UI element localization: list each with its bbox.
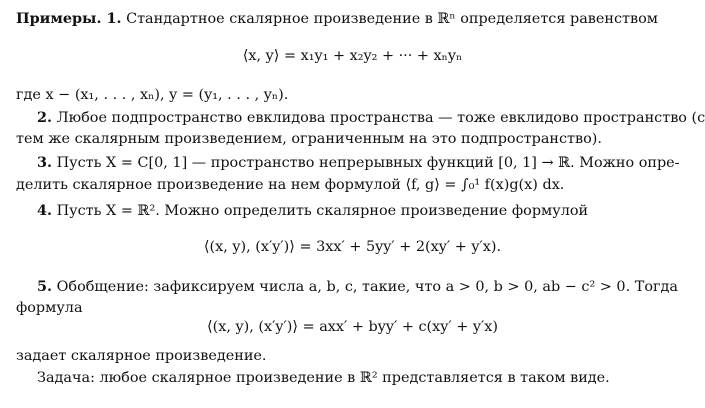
example-5-conclusion: задает скалярное произведение. [16,348,267,364]
example-3-line-1 [37,154,680,172]
example-4-text: Пусть X = ℝ². Можно определить скалярное произведение формулой [52,203,589,219]
example-5-line-1 [37,278,678,296]
example-2-text: Любое подпространство евклидова пространства — тоже евклидово пространство (с [52,110,705,126]
example-1-intro [16,10,658,28]
example-5-line-2: формула [16,300,83,316]
example-1-text: Стандартное скалярное произведение в ℝⁿ определяется равенством [121,11,658,27]
example-2-line-2: тем же скалярным произведением, ограниченным на это подпространство). [16,131,602,147]
example-4-line-1 [37,202,588,220]
example-5-text: Обобщение: зафиксируем числа a, b, c, такие, что a > 0, b > 0, ab − c² > 0. Тогда [52,279,678,295]
example-2-number: 2. [37,109,53,126]
examples-heading: Примеры. 1. [16,10,122,27]
example-4-number: 4. [37,202,53,219]
formula-standard-inner-product: ⟨x, y⟩ = x₁y₁ + x₂y₂ + ··· + xₙyₙ [242,48,463,64]
formula-example-5: ⟨(x, y), (x′y′)⟩ = axx′ + byy′ + c(xy′ + y′x) [207,319,498,335]
task-statement: Задача: любое скалярное произведение в ℝ² представляется в таком виде. [37,370,610,386]
example-3-number: 3. [37,154,53,171]
example-3-text: Пусть X = C[0, 1] — пространство непрерывных функций [0, 1] → ℝ. Можно опре- [52,155,680,171]
example-2-line-1 [37,109,705,127]
formula-example-4: ⟨(x, y), (x′y′)⟩ = 3xx′ + 5yy′ + 2(xy′ + y′x). [203,239,502,255]
example-5-number: 5. [37,278,53,295]
example-3-line-2: делить скалярное произведение на нем формулой ⟨f, g⟩ = ∫₀¹ f(x)g(x) dx. [16,177,565,193]
example-1-where: где x − (x₁, . . . , xₙ), y = (y₁, . . . , yₙ). [16,87,289,103]
